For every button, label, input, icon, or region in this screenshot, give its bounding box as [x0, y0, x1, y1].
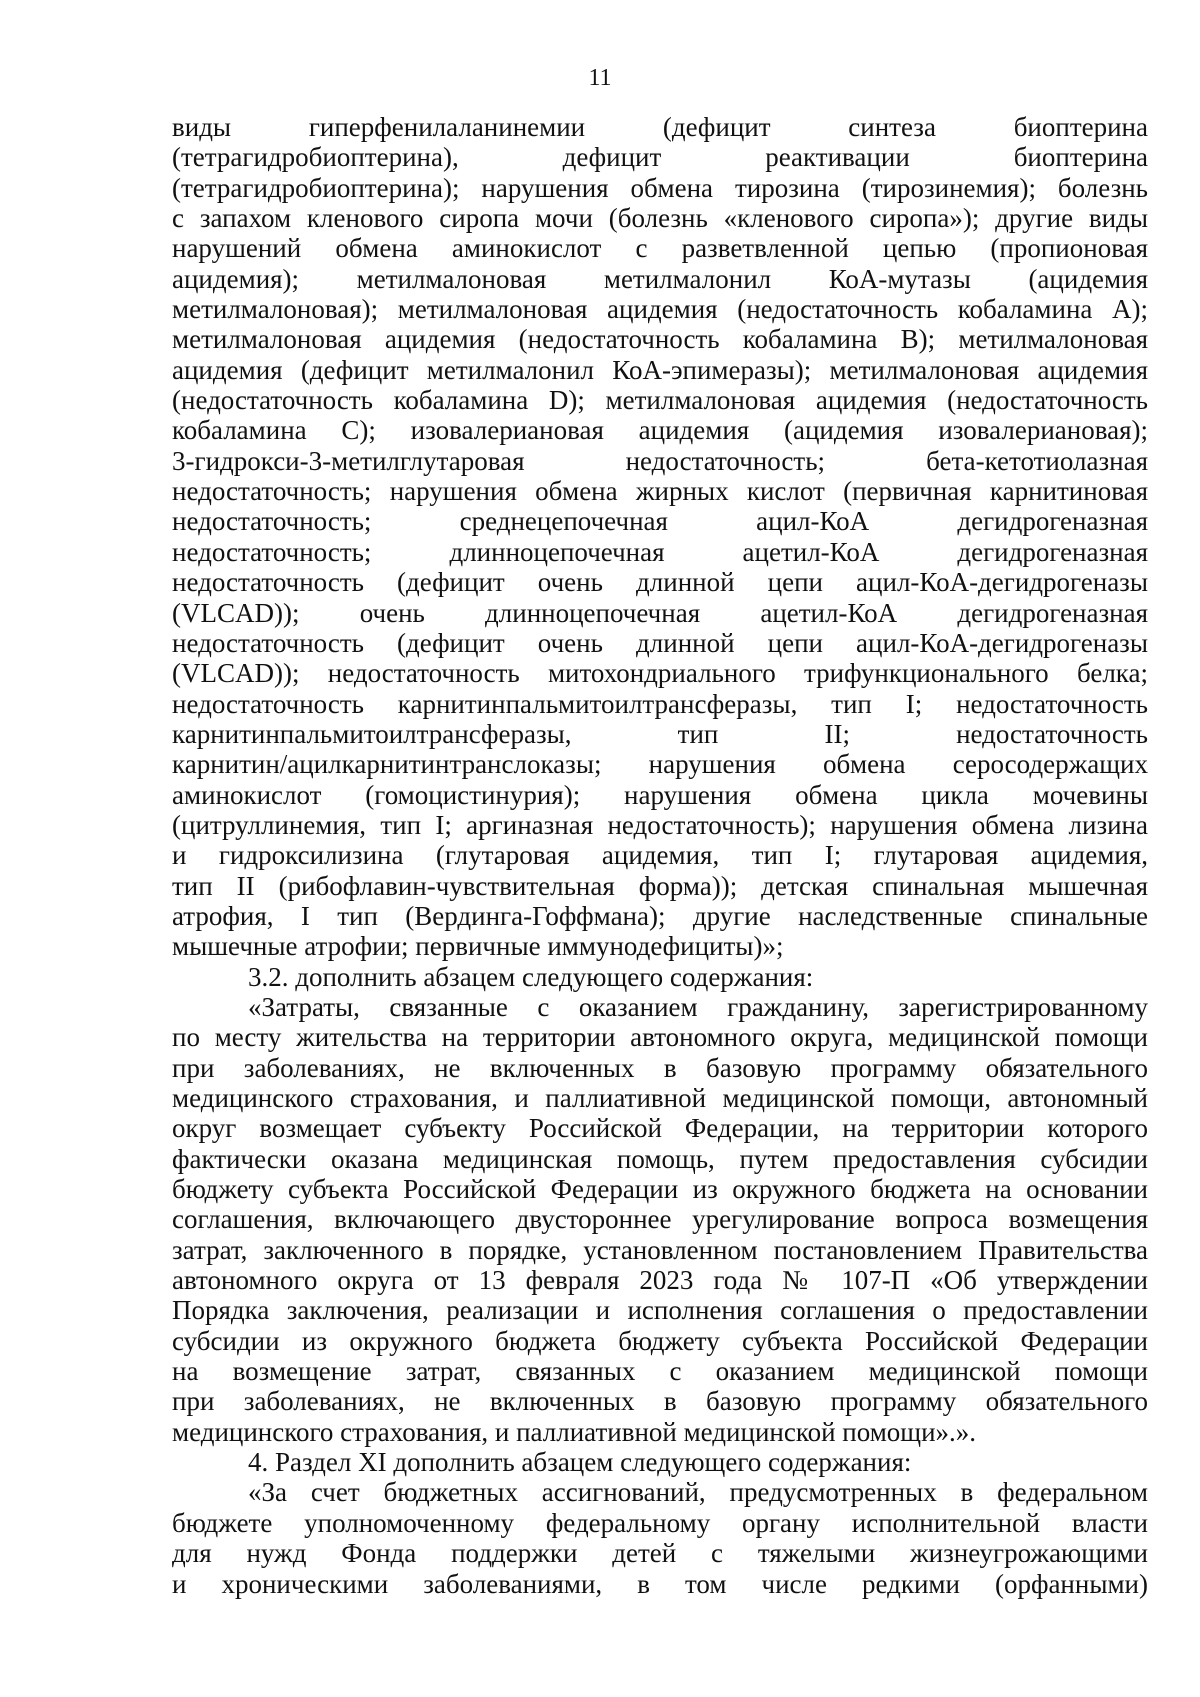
text-line: «За счет бюджетных ассигнований, предусмотренных в федеральном [248, 1477, 1148, 1508]
text-line: и хроническими заболеваниями, в том числе редкими (орфанными) [172, 1568, 1148, 1599]
text-line: 3.2. дополнить абзацем следующего содержания: [248, 961, 814, 992]
text-line: (цитруллинемия, тип I; аргиназная недостаточность); нарушения обмена лизина [172, 809, 1148, 840]
text-line: 3-гидрокси-3-метилглутаровая недостаточность; бета-кетотиолазная [172, 445, 1148, 476]
text-line: метилмалоновая ацидемия (недостаточность кобаламина В); метилмалоновая [172, 324, 1148, 355]
text-line: недостаточность; среднецепочечная ацил-КоА дегидрогеназная [172, 506, 1148, 537]
text-line: ацидемия); метилмалоновая метилмалонил КоА-мутазы (ацидемия [172, 263, 1148, 294]
text-line: автономного округа от 13 февраля 2023 года № 107-П «Об утверждении [172, 1265, 1148, 1296]
text-line: (VLCAD)); очень длинноцепочечная ацетил-КоА дегидрогеназная [172, 597, 1148, 628]
text-line: 4. Раздел XI дополнить абзацем следующего содержания: [248, 1447, 912, 1478]
text-line: карнитин/ацилкарнитинтранслоказы; нарушения обмена серосодержащих [172, 749, 1148, 780]
text-line: округ возмещает субъекту Российской Федерации, на территории которого [172, 1113, 1148, 1144]
text-line: ацидемия (дефицит метилмалонил КоА-эпимеразы); метилмалоновая ацидемия [172, 354, 1148, 385]
text-line: с запахом кленового сиропа мочи (болезнь «кленового сиропа»); другие виды [172, 203, 1148, 234]
text-line: недостаточность; нарушения обмена жирных кислот (первичная карнитиновая [172, 476, 1148, 507]
text-line: фактически оказана медицинская помощь, путем предоставления субсидии [172, 1143, 1148, 1174]
text-line: при заболеваниях, не включенных в базовую программу обязательного [172, 1386, 1148, 1417]
text-line: (тетрагидробиоптерина); нарушения обмена тирозина (тирозинемия); болезнь [172, 172, 1148, 203]
text-line: субсидии из окружного бюджета бюджету субъекта Российской Федерации [172, 1325, 1148, 1356]
text-line: бюджету субъекта Российской Федерации из окружного бюджета на основании [172, 1174, 1148, 1205]
text-line: соглашения, включающего двустороннее урегулирование вопроса возмещения [172, 1204, 1148, 1235]
text-line: аминокислот (гомоцистинурия); нарушения обмена цикла мочевины [172, 779, 1148, 810]
text-line: кобаламина С); изовалериановая ацидемия (ацидемия изовалериановая); [172, 415, 1148, 446]
text-line: виды гиперфенилаланинемии (дефицит синтеза биоптерина [172, 112, 1148, 142]
text-line: атрофия, I тип (Вердинга-Гоффмана); другие наследственные спинальные [172, 900, 1148, 931]
document-body-text [172, 112, 1148, 1599]
text-line: метилмалоновая); метилмалоновая ацидемия (недостаточность кобаламина А); [172, 294, 1148, 325]
text-line: бюджете уполномоченному федеральному органу исполнительной власти [172, 1507, 1148, 1538]
text-line: и гидроксилизина (глутаровая ацидемия, тип I; глутаровая ацидемия, [172, 840, 1148, 871]
text-line: недостаточность карнитинпальмитоилтрансферазы, тип I; недостаточность [172, 688, 1148, 719]
text-line: мышечные атрофии; первичные иммунодефициты)»; [172, 931, 784, 962]
text-line: на возмещение затрат, связанных с оказанием медицинской помощи [172, 1356, 1148, 1387]
text-line: для нужд Фонда поддержки детей с тяжелыми жизнеугрожающими [172, 1538, 1148, 1569]
text-line: при заболеваниях, не включенных в базовую программу обязательного [172, 1052, 1148, 1083]
text-line: медицинского страхования, и паллиативной медицинской помощи».». [172, 1416, 977, 1447]
text-line: недостаточность (дефицит очень длинной цепи ацил-КоА-дегидрогеназы [172, 627, 1148, 658]
text-line: (тетрагидробиоптерина), дефицит реактивации биоптерина [172, 142, 1148, 173]
page-number: 11 [588, 65, 612, 91]
text-line: тип II (рибофлавин-чувствительная форма)); детская спинальная мышечная [172, 870, 1148, 901]
text-line: (недостаточность кобаламина D); метилмалоновая ацидемия (недостаточность [172, 385, 1148, 416]
text-line: (VLCAD)); недостаточность митохондриального трифункционального белка; [172, 658, 1148, 689]
text-line: нарушений обмена аминокислот с разветвленной цепью (пропионовая [172, 233, 1148, 264]
text-line: недостаточность; длинноцепочечная ацетил-КоА дегидрогеназная [172, 536, 1148, 567]
text-line: медицинского страхования, и паллиативной медицинской помощи, автономный [172, 1083, 1148, 1113]
text-line: затрат, заключенного в порядке, установленном постановлением Правительства [172, 1234, 1148, 1265]
text-line: «Затраты, связанные с оказанием гражданину, зарегистрированному [248, 991, 1148, 1022]
text-line: недостаточность (дефицит очень длинной цепи ацил-КоА-дегидрогеназы [172, 567, 1148, 598]
text-line: Порядка заключения, реализации и исполнения соглашения о предоставлении [172, 1295, 1148, 1326]
text-line: карнитинпальмитоилтрансферазы, тип II; недостаточность [172, 718, 1148, 749]
text-line: по месту жительства на территории автономного округа, медицинской помощи [172, 1022, 1148, 1053]
